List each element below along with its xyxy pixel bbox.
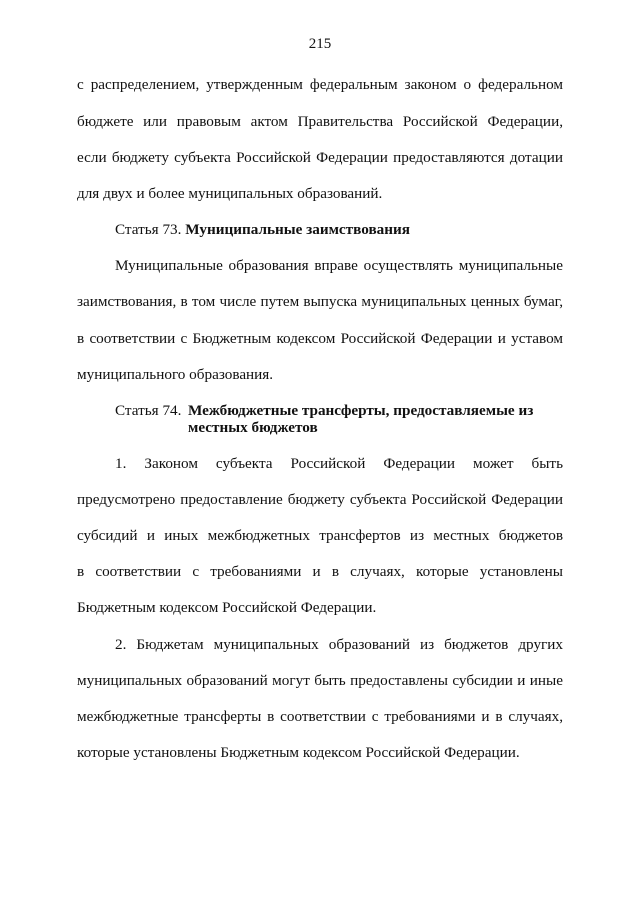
article-73-line-4: муниципального образования.: [77, 366, 274, 383]
article-74-title-line-1: Межбюджетные трансферты, предоставляемые из: [188, 402, 534, 419]
intro-line-3: если бюджету субъекта Российской Федерации предоставляются дотации: [77, 149, 563, 166]
article-73-number: Статья 73.: [115, 221, 182, 238]
article-73-heading: [115, 221, 410, 239]
article-74-item2-line-3: межбюджетные трансферты в соответствии с требованиями и в случаях,: [77, 708, 563, 725]
article-74-item2-line-2: муниципальных образований могут быть предоставлены субсидии и иные: [77, 672, 563, 689]
article-74-title-line-2: местных бюджетов: [188, 419, 318, 436]
article-74-item1-line-1: 1. Законом субъекта Российской Федерации может быть: [115, 455, 563, 472]
article-74-item1-line-3: субсидий и иных межбюджетных трансфертов из местных бюджетов: [77, 527, 563, 544]
article-73-title: Муниципальные заимствования: [185, 221, 410, 238]
page-number: 215: [308, 36, 332, 52]
article-74-title: [188, 402, 568, 436]
article-74-item1-line-4: в соответствии с требованиями и в случаях, которые установлены: [77, 563, 563, 580]
intro-line-1: с распределением, утвержденным федеральным законом о федеральном: [77, 76, 563, 93]
article-73-line-1: Муниципальные образования вправе осуществлять муниципальные: [115, 257, 563, 274]
article-74-item1-line-2: предусмотрено предоставление бюджету субъекта Российской Федерации: [77, 491, 563, 508]
article-74-heading: [115, 402, 181, 420]
intro-line-4: для двух и более муниципальных образований.: [77, 185, 383, 202]
article-74-number: Статья 74.: [115, 402, 182, 419]
intro-line-2: бюджете или правовым актом Правительства Российской Федерации,: [77, 113, 563, 130]
article-74-item2-line-1: 2. Бюджетам муниципальных образований из бюджетов других: [115, 636, 563, 653]
article-73-line-3: в соответствии с Бюджетным кодексом Российской Федерации и уставом: [77, 330, 563, 347]
article-73-line-2: заимствования, в том числе путем выпуска муниципальных ценных бумаг,: [77, 293, 563, 310]
article-74-item1-line-5: Бюджетным кодексом Российской Федерации.: [77, 599, 377, 616]
article-74-item2-line-4: которые установлены Бюджетным кодексом Российской Федерации.: [77, 744, 520, 761]
